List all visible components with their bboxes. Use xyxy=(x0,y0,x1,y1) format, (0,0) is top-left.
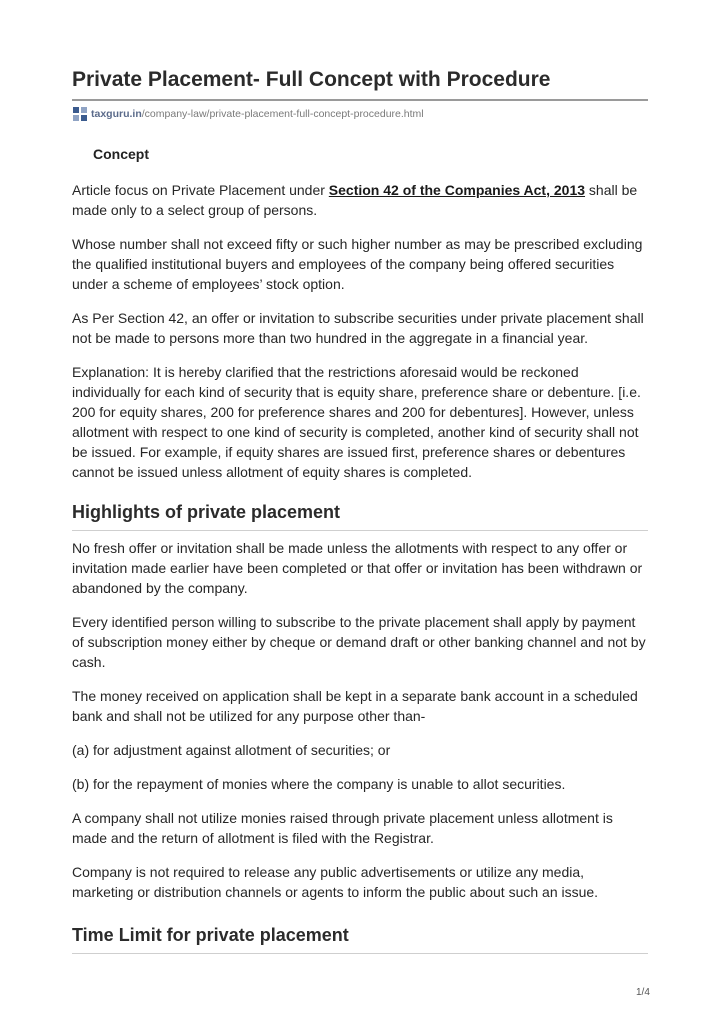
highlight-paragraph: No fresh offer or invitation shall be made unless the allotments with respect to any offer or invitation made earlier have been completed or that offer or invitation has been withdrawn or abandoned by the company. xyxy=(72,540,643,596)
highlight-paragraph: (b) for the repayment of monies where the company is unable to allot securities. xyxy=(72,776,566,792)
highlights-heading: Highlights of private placement xyxy=(72,500,648,531)
taxguru-logo-icon xyxy=(72,106,88,122)
intro-paragraph xyxy=(72,180,648,220)
highlight-paragraph: (a) for adjustment against allotment of securities; or xyxy=(72,742,391,758)
highlight-paragraph: A company shall not utilize monies raised through private placement unless allotment is made and the return of allotment is filed with the Registrar. xyxy=(72,810,613,846)
page-title: Private Placement- Full Concept with Procedure xyxy=(72,0,648,101)
concept-heading: Concept xyxy=(93,146,149,162)
paragraph: As Per Section 42, an offer or invitation to subscribe securities under private placement shall not be made to persons more than two hundred in the aggregate in a financial year. xyxy=(72,310,644,346)
paragraph: Explanation: It is hereby clarified that the restrictions aforesaid would be reckoned individually for each kind of security that is equity share, preference share or debenture. [i.e. 200 for equity shares, 200 for preference shares and 200 for debentures]. However, unless allotment with respect to one kind of security is completed, another kind of security shall not be issued. For example, if equity shares are issued first, preference shares or debentures cannot be issued unless allotment of equity shares is completed. xyxy=(72,364,641,480)
page-number: 1/4 xyxy=(636,987,650,998)
highlight-paragraph: Every identified person willing to subscribe to the private placement shall apply by payment of subscription money either by cheque or demand draft or other banking channel and not by cash. xyxy=(72,614,646,670)
source-path[interactable]: /company-law/private-placement-full-concept-procedure.html xyxy=(141,108,424,120)
highlight-paragraph: Company is not required to release any public advertisements or utilize any media, marketing or distribution channels or agents to inform the public about such an issue. xyxy=(72,864,599,900)
time-limit-heading: Time Limit for private placement xyxy=(72,923,648,954)
document-page xyxy=(72,0,648,954)
intro-text-before: Article focus on Private Placement under xyxy=(72,182,329,198)
source-line xyxy=(72,105,648,123)
section-42-link[interactable]: Section 42 of the Companies Act, 2013 xyxy=(328,182,586,198)
source-domain[interactable]: taxguru.in xyxy=(91,108,142,120)
highlight-paragraph: The money received on application shall be kept in a separate bank account in a scheduled bank and shall not be utilized for any purpose other than- xyxy=(72,688,638,724)
intro-text-after: shall be made only to a select group of persons. xyxy=(72,182,638,218)
paragraph: Whose number shall not exceed fifty or such higher number as may be prescribed excluding the qualified institutional buyers and employees of the company being offered securities under a scheme of employees’ stock option. xyxy=(72,236,643,292)
